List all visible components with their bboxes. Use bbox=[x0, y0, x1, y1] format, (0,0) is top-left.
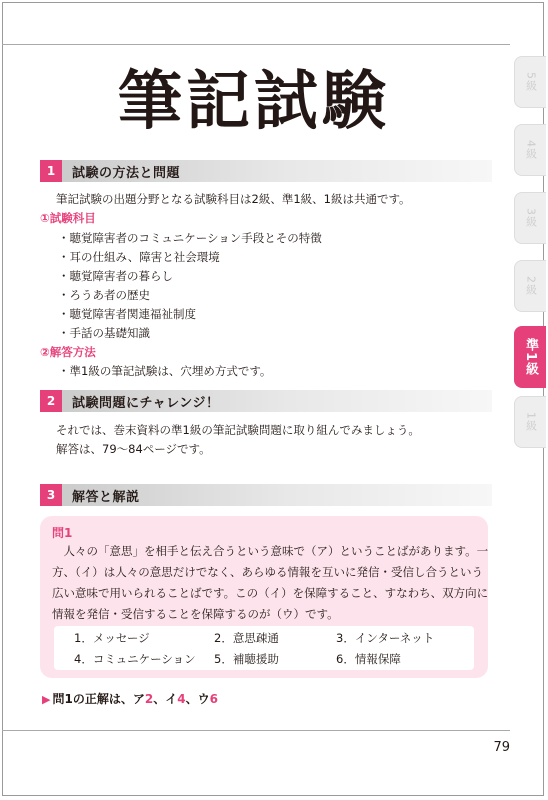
subject-item: ・耳の仕組み、障害と社会環境 bbox=[58, 250, 220, 264]
section1-intro: 筆記試験の出題分野となる試験科目は2級、準1級、1級は共通です。 bbox=[56, 192, 411, 206]
subject-item: ・ろうあ者の歴史 bbox=[58, 288, 150, 302]
answer-c: 6 bbox=[209, 692, 218, 706]
question-line: 情報を発信・受信することを保障するのが（ウ）です。 bbox=[52, 607, 339, 621]
triangle-right-icon: ▶ bbox=[42, 693, 51, 706]
answer-a: 2 bbox=[144, 692, 154, 706]
section-number-2: 2 bbox=[40, 390, 62, 412]
method-heading: ②解答方法 bbox=[40, 345, 96, 359]
answer-line: ▶ 問1の正解は、ア2、イ4、ウ6 bbox=[42, 692, 218, 706]
choice-2: 2．意思疎通 bbox=[214, 631, 279, 645]
section-number-3: 3 bbox=[40, 484, 62, 506]
question-line: 広い意味で用いられることばです。この（イ）を保障すること、すなわち、双方向に bbox=[52, 586, 489, 600]
bottom-rule bbox=[2, 730, 510, 731]
section-number-1: 1 bbox=[40, 160, 62, 182]
subject-item: ・聴覚障害者のコミュニケーション手段とその特徴 bbox=[58, 231, 322, 245]
section-title-3: 解答と解説 bbox=[72, 489, 140, 505]
subjects-heading: ①試験科目 bbox=[40, 211, 96, 225]
question-line: 人々の「意思」を相手と伝え合うという意味で（ア）ということばがあります。一 bbox=[52, 544, 489, 558]
choice-3: 3．インターネット bbox=[336, 631, 435, 645]
subject-item: ・聴覚障害者関連福祉制度 bbox=[58, 307, 196, 321]
section2-line1: それでは、巻末資料の準1級の筆記試験問題に取り組んでみましょう。 bbox=[56, 423, 420, 437]
answer-b: 4 bbox=[177, 692, 186, 706]
section-title-2: 試験問題にチャレンジ！ bbox=[72, 395, 220, 411]
side-tab-grade-pre1[interactable]: 準1級 bbox=[514, 326, 546, 388]
choice-4: 4．コミュニケーション bbox=[74, 652, 196, 666]
method-text: ・準1級の筆記試験は、穴埋め方式です。 bbox=[58, 364, 272, 378]
section-title-1: 試験の方法と問題 bbox=[72, 165, 181, 181]
question-label: 問1 bbox=[52, 526, 73, 540]
question-line: 方、（イ）は人々の意思だけでなく、あらゆる情報を互いに発信・受信し合うという bbox=[52, 565, 484, 579]
choice-6: 6．情報保障 bbox=[336, 652, 401, 666]
page-title: 筆記試験 bbox=[118, 65, 390, 139]
subject-item: ・聴覚障害者の暮らし bbox=[58, 269, 173, 283]
section-header-3 bbox=[40, 484, 492, 506]
section-header-1 bbox=[40, 160, 492, 182]
subject-item: ・手話の基礎知識 bbox=[58, 326, 150, 340]
section2-line2: 解答は、79～84ページです。 bbox=[56, 442, 211, 456]
choice-5: 5．補聴援助 bbox=[214, 652, 279, 666]
side-tab-grade5[interactable]: 5級 bbox=[514, 56, 546, 108]
side-tab-grade3[interactable]: 3級 bbox=[514, 192, 546, 244]
side-tab-grade1[interactable]: 1級 bbox=[514, 396, 546, 448]
section-header-2 bbox=[40, 390, 492, 412]
side-tab-grade4[interactable]: 4級 bbox=[514, 124, 546, 176]
side-tab-grade2[interactable]: 2級 bbox=[514, 260, 546, 312]
page-number: 79 bbox=[493, 740, 510, 755]
top-rule bbox=[2, 44, 510, 45]
choice-1: 1．メッセージ bbox=[74, 631, 150, 645]
